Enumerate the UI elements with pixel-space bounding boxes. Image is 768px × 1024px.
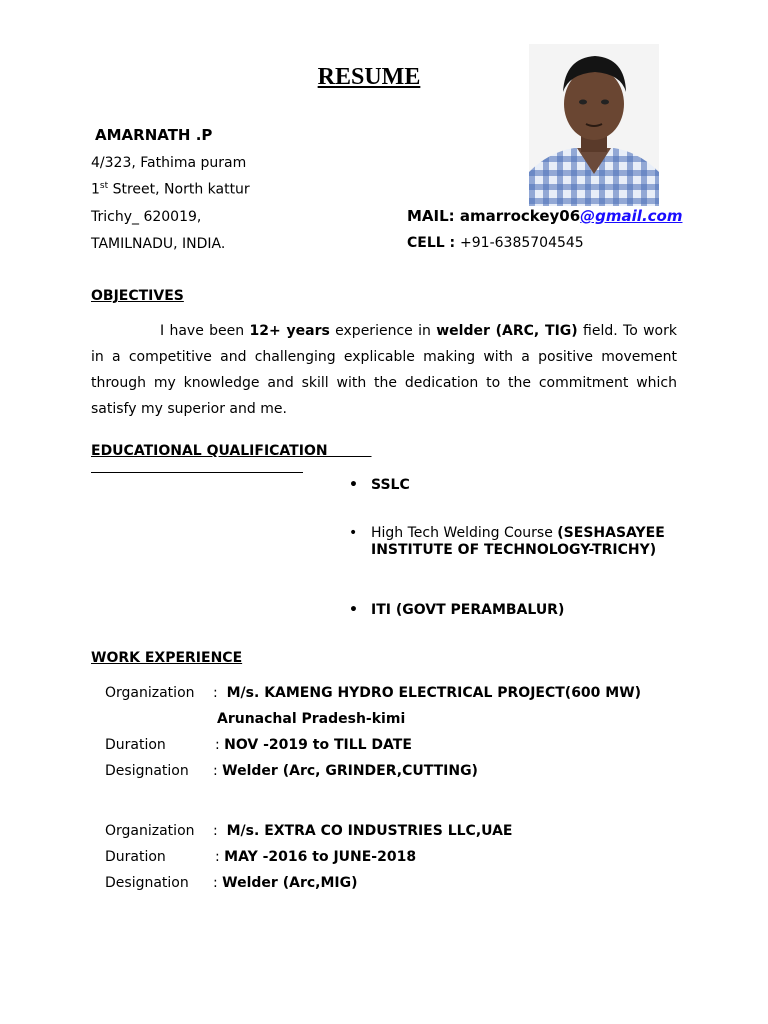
job-1-duration-label: Duration (105, 737, 166, 753)
job-2-organization-label: Organization (105, 823, 195, 839)
email-contact: MAIL: amarrockey06@gmail.com (407, 207, 683, 225)
work-experience-heading: WORK EXPERIENCE (91, 650, 243, 666)
email-link[interactable]: @gmail.com (580, 207, 683, 225)
person-portrait-image (529, 44, 659, 206)
objectives-heading: OBJECTIVES (91, 288, 184, 304)
address-line-3: Trichy_ 620019, (91, 209, 202, 225)
profile-photo (529, 44, 659, 206)
education-item-welding-course-line2: INSTITUTE OF TECHNOLOGY-TRICHY) (371, 542, 657, 558)
job-1-designation-label: Designation (105, 763, 189, 779)
phone-contact: CELL : +91-6385704545 (407, 235, 584, 251)
page-title: RESUME (317, 64, 421, 90)
job-2-duration-label: Duration (105, 849, 166, 865)
job-2-duration-value: : MAY -2016 to JUNE-2018 (215, 849, 417, 865)
job-2-organization-value: : M/s. EXTRA CO INDUSTRIES LLC,UAE (213, 823, 513, 839)
address-line-1: 4/323, Fathima puram (91, 155, 247, 171)
job-1-designation-value: : Welder (Arc, GRINDER,CUTTING) (213, 763, 478, 779)
address-line-2: 1st Street, North kattur (91, 181, 250, 198)
objectives-paragraph: I have been 12+ years experience in welder (ARC, TIG) field. To work in a competitive and challenging explicable making with a positive movement through my knowledge and skill with the dedication to the commitment which satisfy my superior and me. (91, 323, 677, 417)
candidate-name: AMARNATH .P (95, 126, 213, 144)
job-1-organization-value: : M/s. KAMENG HYDRO ELECTRICAL PROJECT(600 MW) (213, 685, 642, 701)
divider (91, 472, 303, 473)
job-2-designation-label: Designation (105, 875, 189, 891)
education-heading: EDUCATIONAL QUALIFICATION (91, 443, 328, 459)
job-1-duration-value: : NOV -2019 to TILL DATE (215, 737, 412, 753)
job-2-designation-value: : Welder (Arc,MIG) (213, 875, 358, 891)
address-line-4: TAMILNADU, INDIA. (91, 236, 226, 252)
job-1-organization-label: Organization (105, 685, 195, 701)
job-1-organization-location: Arunachal Pradesh-kimi (217, 711, 406, 727)
